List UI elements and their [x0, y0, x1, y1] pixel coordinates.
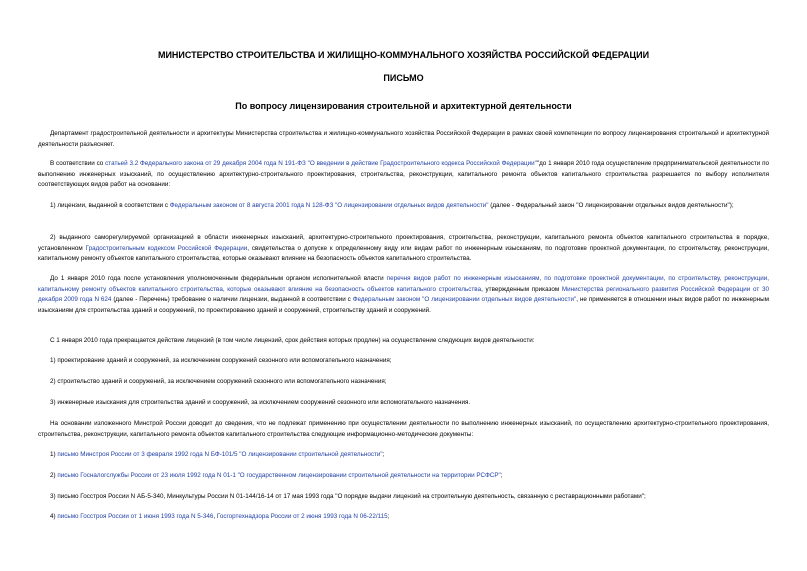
gosstroy-letter-link[interactable]: письмо Госстроя России от 1 июня 1993 года N 5-346 — [57, 513, 214, 520]
paragraph-not-applicable: На основании изложенного Минстрой России доводит до сведения, что не подлежат применению при осуществлении деятельности по выполнению инженерных изысканий, по осуществлению архитектурно-строительного проектирования, строительства, реконструкции, капитального ремонта объектов капитального строительства следующие информационно-методические документы: — [38, 420, 769, 438]
list-item-construction: 2) строительство зданий и сооружений, за исключением сооружений сезонного или вспомогательного назначения; — [50, 378, 387, 385]
paragraph-item-1-license: 1) лицензии, выданной в соответствии с Федеральным законом от 8 августа 2001 года N 128-ФЗ "О лицензировании отдельных видов деятельности" (далее - Федеральный закон "О лицензировании отдельных видов деятельности"); — [50, 202, 734, 209]
minstroy-letter-link[interactable]: письмо Минстроя России от 3 февраля 1992 года N БФ-101/5 "О лицензировании строительной деятельности" — [57, 451, 383, 458]
paragraph-until-2010: До 1 января 2010 года после установления уполномоченным федеральным органом исполнительной власти перечня видов работ по инженерным изысканиям, по подготовке проектной документации, по строительству, реконструкции, капитальному ремонту объектов капитального строительства, которые оказывают влияние на безопасность объектов капитального строительства, утвержденным приказом Министерства регионального развития Российской Федерации от 30 декабря 2009 года N 624 (далее - Перечень) требование о наличии лицензии, выданной в соответствии с Федеральным законом "О лицензировании отдельных видов деятельности", не применяется в отношении иных видов работ по инженерным изысканиям для строительства зданий и сооружений, по проектированию зданий и сооружений, строительству зданий и сооружений. — [38, 275, 769, 314]
law-191-link[interactable]: статьей 3.2 Федерального закона от 29 декабря 2004 года N 191-ФЗ "О введении в действие Градостроительного кодекса Российской Федерации" — [105, 160, 537, 167]
licensing-law-link[interactable]: Федеральным законом "О лицензировании отдельных видов деятельности" — [352, 296, 577, 303]
paragraph-licenses-terminated: С 1 января 2010 года прекращается действие лицензий (в том числе лицензий, срок действия которых продлен) на осуществление следующих видов деятельности: — [50, 337, 535, 344]
list-item-surveys: 3) инженерные изыскания для строительства зданий и сооружений, за исключением сооружений сезонного или вспомогательного назначения. — [50, 399, 471, 406]
list-item-design: 1) проектирование зданий и сооружений, за исключением сооружений сезонного или вспомогательного назначения; — [50, 357, 392, 364]
gosnalog-letter-link[interactable]: письмо Госналогслужбы России от 23 июля 1992 года N 01-1 "О государственном лицензировании строительной деятельности на территории РСФСР" — [57, 472, 501, 479]
doc-item-2: 2) письмо Госналогслужбы России от 23 июля 1992 года N 01-1 "О государственном лицензировании строительной деятельности на территории РСФСР"; — [50, 472, 503, 479]
document-type: ПИСЬМО — [383, 73, 424, 83]
paragraph-intro: Департамент градостроительной деятельности и архитектуры Министерства строительства и жилищно-коммунального хозяйства Российской Федерации в рамках своей компетенции по вопросу лицензирования строительной и архитектурной деятельности разъясняет. — [38, 130, 769, 148]
law-128-link[interactable]: Федеральным законом от 8 августа 2001 года N 128-ФЗ "О лицензировании отдельных видов деятельности" — [169, 202, 489, 209]
doc-item-4: 4) письмо Госстроя России от 1 июня 1993 года N 5-346, Госгортехнадзора России от 2 июня 1993 года N 06-22/115; — [50, 513, 390, 520]
works-list-link[interactable]: перечня видов работ по инженерным изысканиям, по подготовке проектной документации, по строительству, реконструкции, капитальному ремонту объектов капитального строительства, которые оказывают влияние на безопасность объектов капитального строительства — [38, 275, 769, 293]
paragraph-law-reference: В соответствии со статьей 3.2 Федерального закона от 29 декабря 2004 года N 191-ФЗ "О введении в действие Градостроительного кодекса Российской Федерации""до 1 января 2010 года осуществление предпринимательской деятельности по выполнению инженерных изысканий, по осуществлению архитектурно-строительного проектирования, строительства, реконструкции, капитального ремонта объектов капитального строительства разрешается по выбору исполнителя соответствующих видов работ на основании: — [38, 160, 769, 188]
ministry-heading: МИНИСТЕРСТВО СТРОИТЕЛЬСТВА И ЖИЛИЩНО-КОММУНАЛЬНОГО ХОЗЯЙСТВА РОССИЙСКОЙ ФЕДЕРАЦИИ — [157, 50, 650, 60]
order-624-link[interactable]: Министерства регионального развития Российской Федерации от 30 декабря 2009 года N 624 — [38, 285, 769, 303]
paragraph-item-2-sro: 2) выданного саморегулируемой организацией в области инженерных изысканий, архитектурно-строительного проектирования, строительства, реконструкции, капитального ремонта объектов капитального строительства в порядке, установленном Градостроительным кодексом Российской Федерации, свидетельства о допуске к определенному виду или видам работ по инженерным изысканиям, по подготовке проектной документации, по строительству, реконструкции, капитальному ремонту объектов капитального строительства, которые оказывают влияние на безопасность объектов капитального строительства. — [38, 234, 769, 262]
doc-item-1: 1) письмо Минстроя России от 3 февраля 1992 года N БФ-101/5 "О лицензировании строительной деятельности"; — [50, 451, 385, 458]
grad-code-link[interactable]: Градостроительным кодексом Российской Федерации — [85, 244, 248, 252]
doc-item-3: 3) письмо Госстроя России N АБ-5-340, Минкультуры России N 01-144/16-14 от 17 мая 1993 года "О порядке выдачи лицензий на строительную деятельность, связанную с реставрационными работами"; — [50, 493, 646, 500]
document-subject: По вопросу лицензирования строительной и архитектурной деятельности — [235, 101, 572, 111]
gosgortekhnadzor-letter-link[interactable]: Госгортехнадзора России от 2 июня 1993 года N 06-22/115 — [216, 513, 388, 520]
